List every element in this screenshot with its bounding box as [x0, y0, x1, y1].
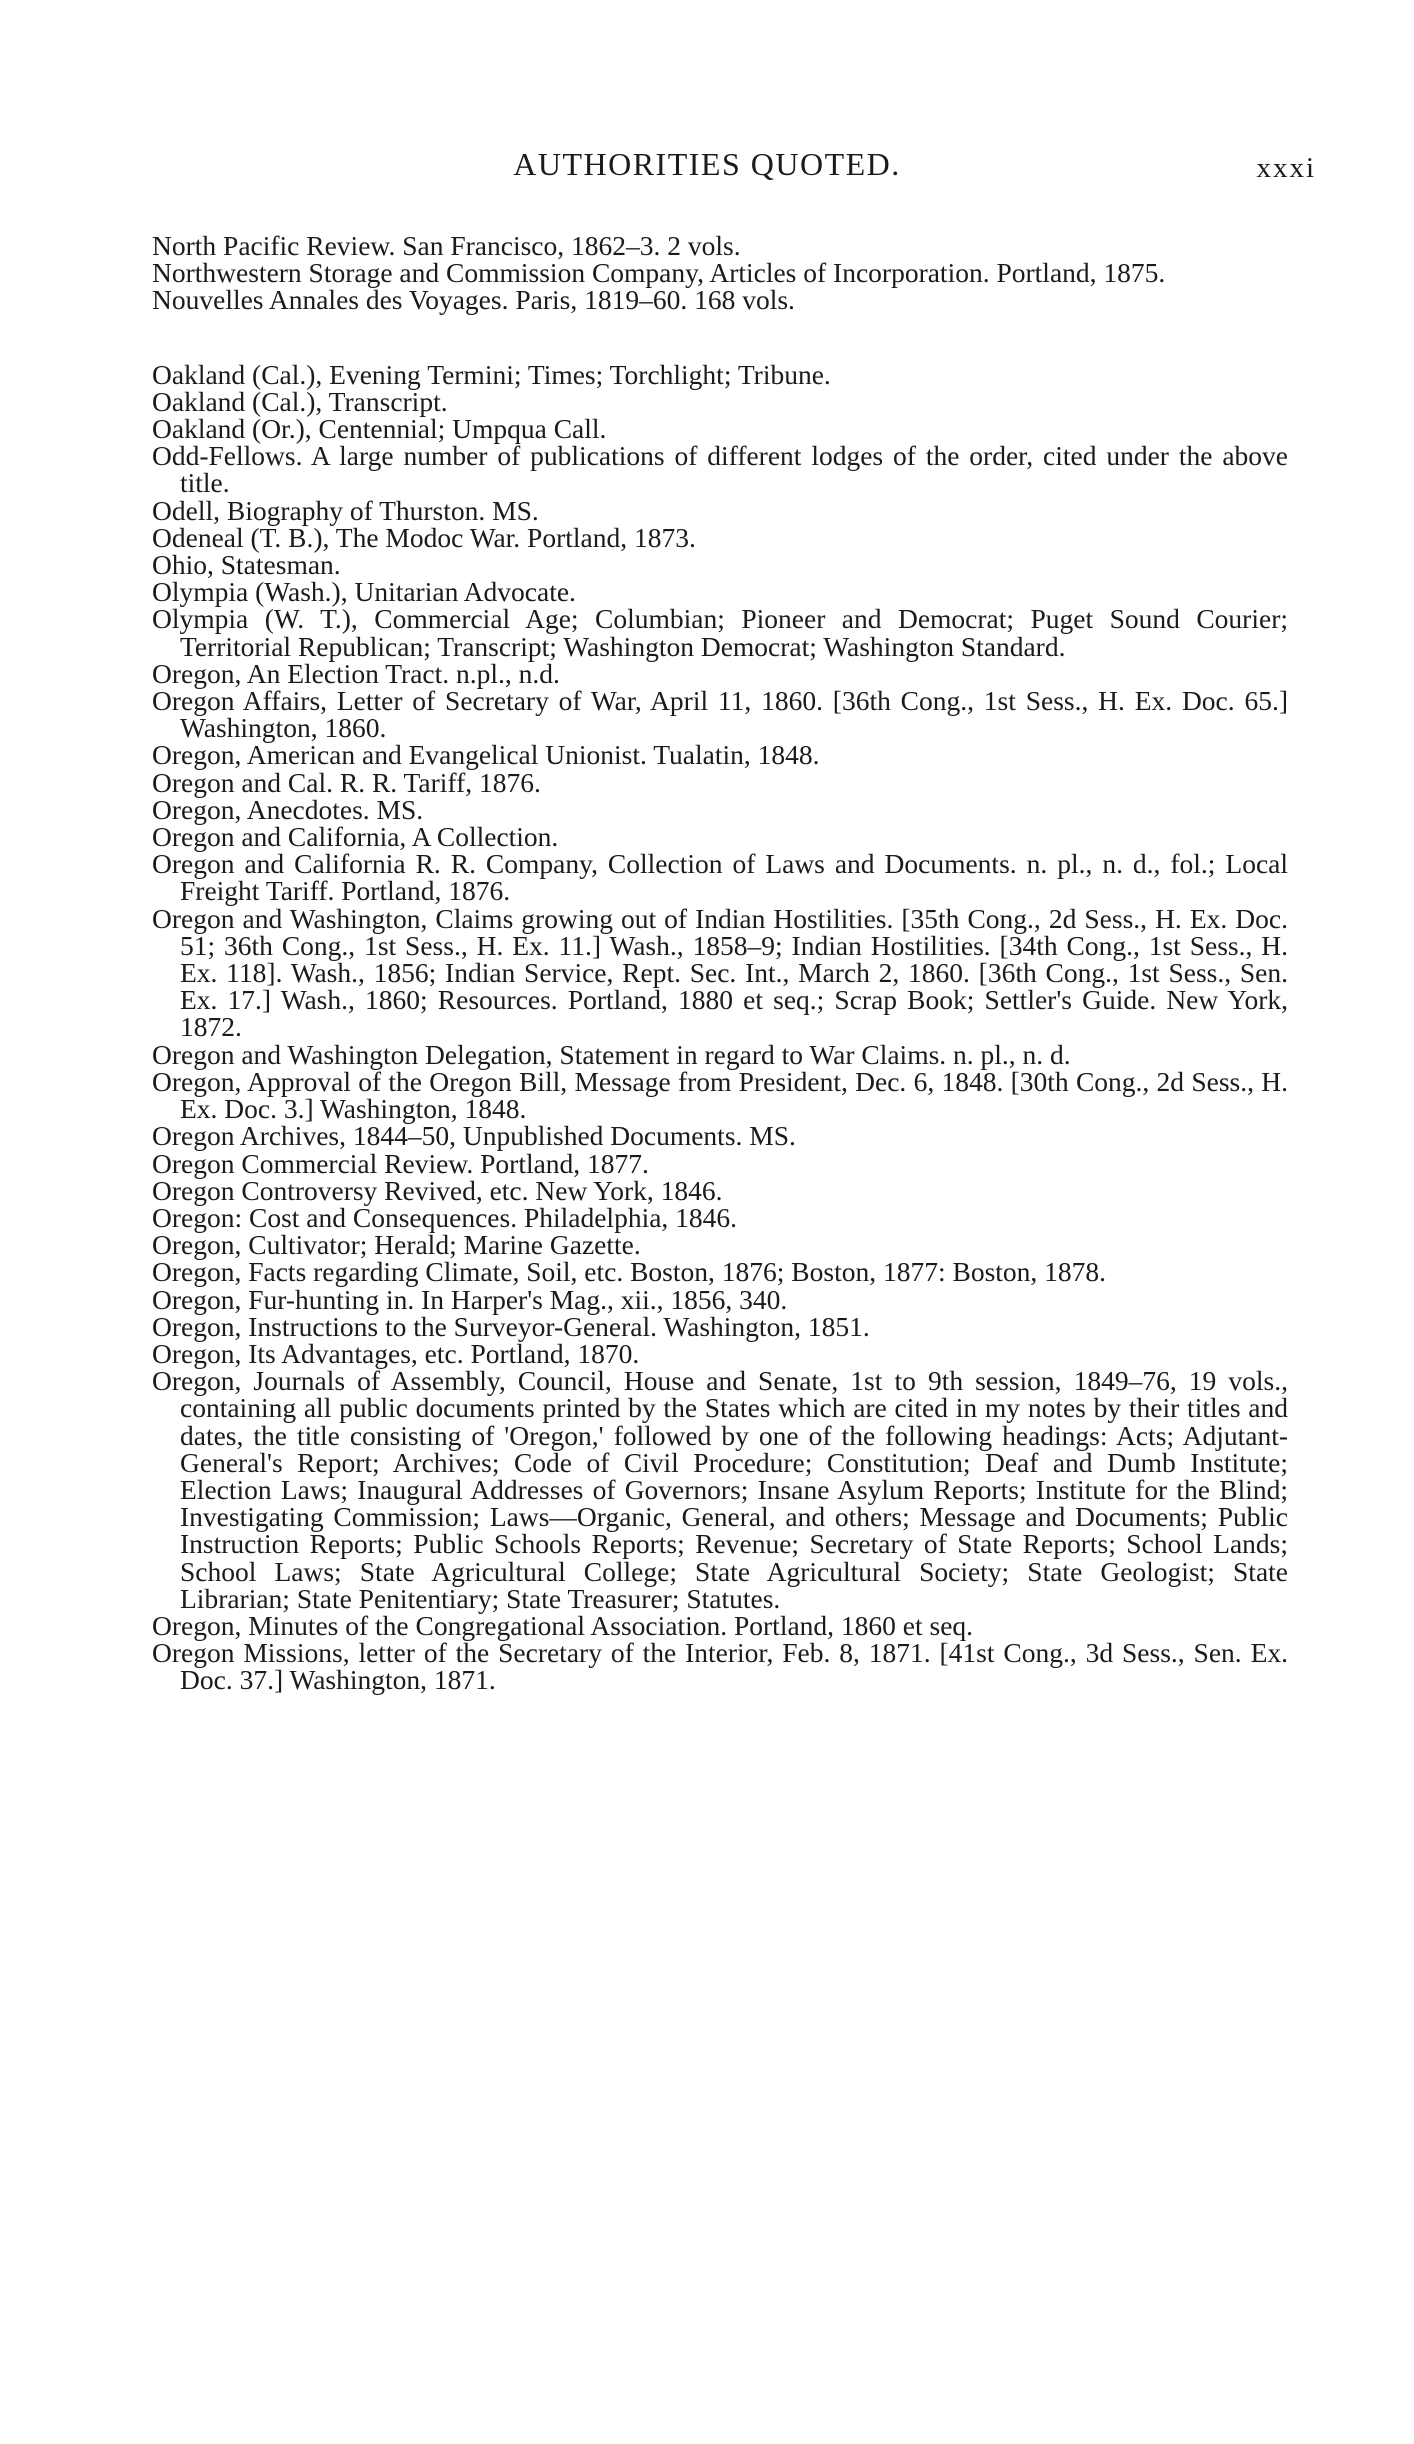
- running-title: AUTHORITIES QUOTED.: [513, 146, 901, 182]
- bibliography-entry: Oakland (Cal.), Transcript.: [152, 385, 448, 417]
- bibliography-entry: Olympia (W. T.), Commercial Age; Columbian; Pioneer and Democrat; Puget Sound Courier; Territorial Republican; Transcript; Washington Democrat; Washington Standard.: [152, 603, 1288, 662]
- bibliography-entry: Oregon and Washington Delegation, Statement in regard to War Claims. n. pl., n. d.: [152, 1038, 1071, 1070]
- bibliography-entry: Oregon and California, A Collection.: [152, 821, 559, 853]
- bibliography-entry: Northwestern Storage and Commission Company, Articles of Incorporation. Portland, 1875.: [152, 257, 1166, 289]
- bibliography-entry: Odell, Biography of Thurston. MS.: [152, 494, 539, 526]
- bibliography-entry: Oregon, Instructions to the Surveyor-General. Washington, 1851.: [152, 1310, 870, 1342]
- bibliography-entry: North Pacific Review. San Francisco, 1862–3. 2 vols.: [152, 230, 741, 261]
- bibliography-entry: Oregon, Journals of Assembly, Council, House and Senate, 1st to 9th session, 1849–76, 19 vols., containing all public documents printed by the States which are cited in my notes by their titles and dates, the title consisting of 'Oregon,' followed by one of the following headings: Acts; Adjutant-General's Report; Archives; Code of Civil Procedure; Constitution; Deaf and Dumb Institute; Election Laws; Inaugural Addresses of Governors; Insane Asylum Reports; Institute for the Blind; Investigating Commission; Laws—Organic, General, and others; Message and Documents; Public Instruction Reports; Public Schools Reports; Revenue; Secretary of State Reports; School Lands; School Laws; State Agricultural College; State Agricultural Society; State Geologist; State Librarian; State Penitentiary; State Treasurer; Statutes.: [152, 1365, 1288, 1614]
- bibliography-entry: Oregon, Its Advantages, etc. Portland, 1870.: [152, 1337, 640, 1369]
- bibliography-entry: Oregon: Cost and Consequences. Philadelphia, 1846.: [152, 1201, 738, 1233]
- bibliography-entry: Oakland (Or.), Centennial; Umpqua Call.: [152, 413, 607, 445]
- bibliography-entry: Oregon Commercial Review. Portland, 1877.: [152, 1147, 649, 1179]
- bibliography-entry: Oregon and California R. R. Company, Collection of Laws and Documents. n. pl., n. d., fol.; Local Freight Tariff. Portland, 1876.: [152, 848, 1288, 907]
- bibliography-entry: Olympia (Wash.), Unitarian Advocate.: [152, 576, 576, 608]
- running-header: [0, 146, 1414, 190]
- bibliography-entry: Oregon, Facts regarding Climate, Soil, etc. Boston, 1876; Boston, 1877: Boston, 1878.: [152, 1256, 1107, 1288]
- entry-group-o: [152, 358, 1288, 1696]
- bibliography-entry: Odd-Fellows. A large number of publications of different lodges of the order, cited under the above title.: [152, 440, 1288, 499]
- page-number: xxxi: [1256, 152, 1316, 184]
- bibliography-entry: Oregon, Anecdotes. MS.: [152, 793, 424, 825]
- bibliography-entry: Odeneal (T. B.), The Modoc War. Portland, 1873.: [152, 521, 696, 553]
- bibliography-entry: Oregon Controversy Revived, etc. New York, 1846.: [152, 1174, 723, 1206]
- bibliography-entry: Oregon Missions, letter of the Secretary of the Interior, Feb. 8, 1871. [41st Cong., 3d Sess., Sen. Ex. Doc. 37.] Washington, 1871.: [152, 1637, 1288, 1696]
- bibliography-entry: Nouvelles Annales des Voyages. Paris, 1819–60. 168 vols.: [152, 284, 795, 316]
- bibliography-entry: Oregon, Minutes of the Congregational Association. Portland, 1860 et seq.: [152, 1609, 974, 1641]
- bibliography-entry: Oregon and Washington, Claims growing out of Indian Hostilities. [35th Cong., 2d Sess., H. Ex. Doc. 51; 36th Cong., 1st Sess., H. Ex. 11.] Wash., 1858–9; Indian Hostilities. [34th Cong., 1st Sess., H. Ex. 118]. Wash., 1856; Indian Service, Rept. Sec. Int., March 2, 1860. [36th Cong., 1st Sess., Sen. Ex. 17.] Wash., 1860; Resources. Portland, 1880 et seq.; Scrap Book; Settler's Guide. New York, 1872.: [152, 902, 1288, 1043]
- bibliography-entry: Oakland (Cal.), Evening Termini; Times; Torchlight; Tribune.: [152, 358, 831, 390]
- bibliography-entry: Oregon, Approval of the Oregon Bill, Message from President, Dec. 6, 1848. [30th Cong., 2d Sess., H. Ex. Doc. 3.] Washington, 1848.: [152, 1065, 1288, 1125]
- bibliography-entry: Oregon, American and Evangelical Unionist. Tualatin, 1848.: [152, 739, 820, 771]
- bibliography-entry: Oregon and Cal. R. R. Tariff, 1876.: [152, 766, 541, 798]
- bibliography-entry: Oregon Archives, 1844–50, Unpublished Documents. MS.: [152, 1120, 796, 1152]
- bibliography-entry: Oregon, An Election Tract. n.pl., n.d.: [152, 657, 560, 689]
- entry-group-n: [152, 232, 1288, 314]
- bibliography-list: [152, 232, 1288, 1694]
- bibliography-entry: Oregon, Fur-hunting in. In Harper's Mag., xii., 1856, 340.: [152, 1283, 788, 1315]
- bibliography-entry: Ohio, Statesman.: [152, 549, 341, 581]
- section-gap: [152, 314, 1288, 361]
- bibliography-entry: Oregon Affairs, Letter of Secretary of War, April 11, 1860. [36th Cong., 1st Sess., H. Ex. Doc. 65.] Washington, 1860.: [152, 685, 1288, 744]
- bibliography-entry: Oregon, Cultivator; Herald; Marine Gazette.: [152, 1229, 641, 1261]
